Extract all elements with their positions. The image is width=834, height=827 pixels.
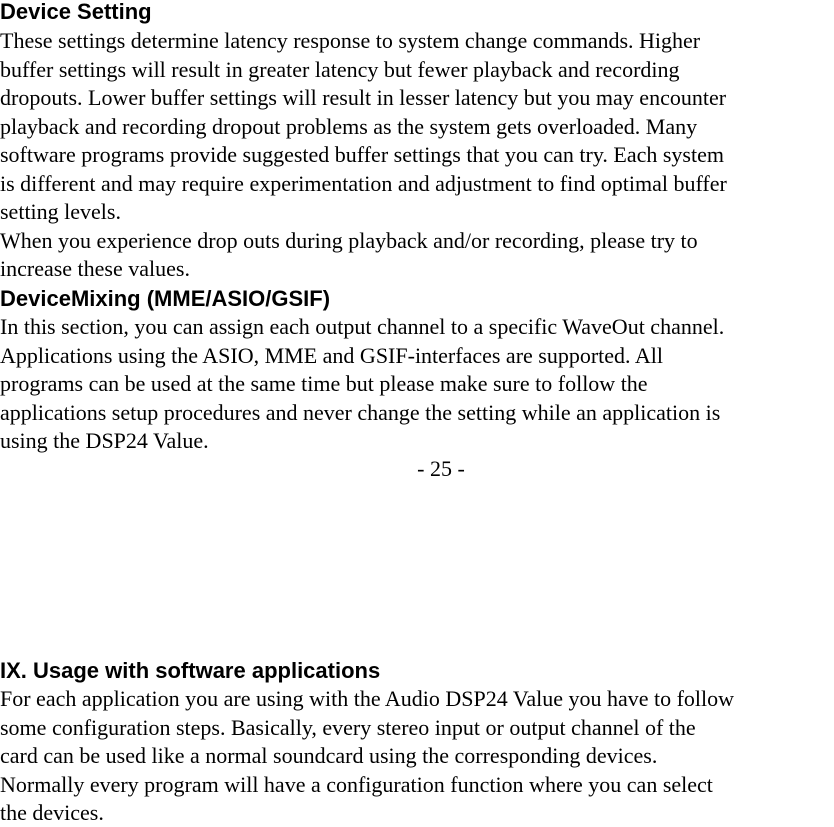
page-number: - 25 - — [417, 456, 465, 481]
paragraph-line: increase these values. — [0, 256, 190, 281]
paragraph-line: buffer settings will result in greater latency but fewer playback and recording — [0, 57, 680, 82]
paragraph-line: applications setup procedures and never change the setting while an application is — [0, 400, 721, 425]
paragraph-line: the devices. — [0, 800, 104, 825]
paragraph-line: Applications using the ASIO, MME and GSIF-interfaces are supported. All — [0, 343, 663, 368]
paragraph-line: These settings determine latency response to system change commands. Higher — [0, 28, 701, 53]
paragraph-line: When you experience drop outs during playback and/or recording, please try to — [0, 228, 698, 253]
paragraph-line: card can be used like a normal soundcard using the corresponding devices. — [0, 743, 658, 768]
paragraph-line: some configuration steps. Basically, every stereo input or output channel of the — [0, 715, 696, 740]
paragraph-line: programs can be used at the same time but please make sure to follow the — [0, 371, 648, 396]
paragraph-line: dropouts. Lower buffer settings will result in lesser latency but you may encounter — [0, 85, 727, 110]
section-heading-device-setting: Device Setting — [0, 0, 152, 24]
paragraph-line: software programs provide suggested buffer settings that you can try. Each system — [0, 142, 724, 167]
section-heading-usage: IX. Usage with software applications — [0, 658, 381, 683]
paragraph-line: Normally every program will have a configuration function where you can select — [0, 772, 713, 797]
paragraph-line: In this section, you can assign each output channel to a specific WaveOut channel. — [0, 314, 725, 339]
paragraph-line: is different and may require experimentation and adjustment to find optimal buffer — [0, 171, 727, 196]
paragraph-line: setting levels. — [0, 199, 121, 224]
section-heading-device-mixing: DeviceMixing (MME/ASIO/GSIF) — [0, 286, 331, 311]
paragraph-line: playback and recording dropout problems as the system gets overloaded. Many — [0, 114, 698, 139]
paragraph-line: using the DSP24 Value. — [0, 428, 209, 453]
paragraph-line: For each application you are using with the Audio DSP24 Value you have to follow — [0, 686, 735, 711]
